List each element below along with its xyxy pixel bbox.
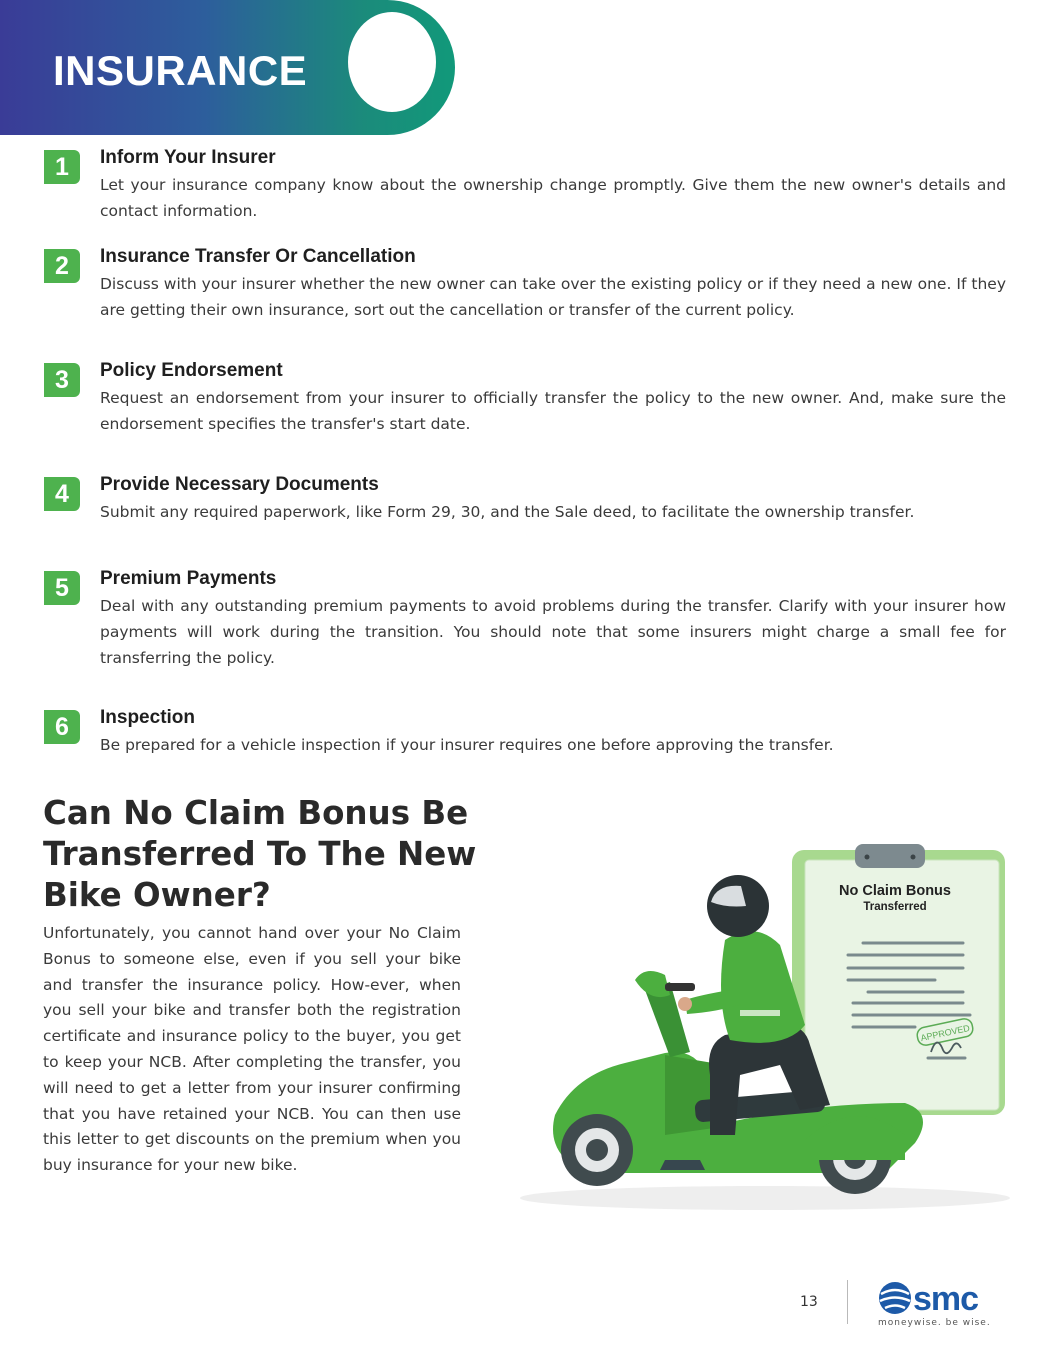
smc-logo	[877, 1280, 1017, 1330]
globe-icon	[879, 1282, 911, 1314]
clipboard-subtitle: Transferred	[863, 901, 927, 913]
step-title: Inspection	[100, 707, 196, 728]
banner-circle	[348, 12, 436, 112]
step-description: Submit any required paperwork, like Form 29, 30, and the Sale deed, to facilitate the ownership transfer.	[100, 503, 915, 521]
step-description: Let your insurance company know about the ownership change promptly. Give them the new owner's details and contact information.	[100, 176, 1006, 220]
step-description: Be prepared for a vehicle inspection if your insurer requires one before approving the transfer.	[100, 736, 834, 754]
footer-divider	[847, 1280, 848, 1324]
step-title: Premium Payments	[100, 568, 277, 589]
step-description: Deal with any outstanding premium payments to avoid problems during the transfer. Clarify with your insurer how payments will work during the transition. You should note that some insurers might charge a small fee for transferring the policy.	[100, 597, 1006, 667]
step-title: Inform Your Insurer	[100, 147, 276, 168]
svg-text:APPROVED: APPROVED	[919, 1022, 971, 1044]
clipboard-title: No Claim Bonus	[839, 883, 951, 899]
step-number-badge: 6	[44, 710, 80, 744]
step-title: Provide Necessary Documents	[100, 474, 379, 495]
scooter-rider-illustration	[515, 840, 1015, 1215]
page-title: INSURANCE	[53, 47, 308, 94]
step-number-badge: 4	[44, 477, 80, 511]
logo-wordmark: smc	[913, 1280, 979, 1318]
page-number: 13	[800, 1294, 818, 1310]
step-title: Policy Endorsement	[100, 360, 283, 381]
ncb-body-text: Unfortunately, you cannot hand over your No Claim Bonus to someone else, even if you sell your bike and transfer the insurance policy. How-ever, when you sell your bike and transfer both the registration certificate and insurance policy to the buyer, you get to keep your NCB. After completing the transfer, you will need to get a letter from your insurer confirming that you have retained your NCB. You can then use this letter to get discounts on the premium when you buy insurance for your new bike.	[43, 924, 461, 1175]
step-number-badge: 2	[44, 249, 80, 283]
header-banner	[0, 0, 455, 135]
logo-tagline: moneywise. be wise.	[878, 1318, 991, 1328]
ground-shadow	[520, 1186, 1010, 1210]
step-description: Request an endorsement from your insurer to officially transfer the policy to the new owner. And, make sure the endorsement specifies the transfer's start date.	[100, 389, 1006, 433]
ncb-heading: Can No Claim Bonus Be Transferred To The New Bike Owner?	[43, 794, 477, 914]
step-title: Insurance Transfer Or Cancellation	[100, 246, 416, 267]
clipboard-document	[792, 844, 1005, 1115]
step-number-badge: 5	[44, 571, 80, 605]
step-number-badge: 1	[44, 150, 80, 184]
step-number-badge: 3	[44, 363, 80, 397]
step-description: Discuss with your insurer whether the new owner can take over the existing policy or if they need a new one. If they are getting their own insurance, sort out the cancellation or transfer of the current policy.	[100, 275, 1006, 319]
